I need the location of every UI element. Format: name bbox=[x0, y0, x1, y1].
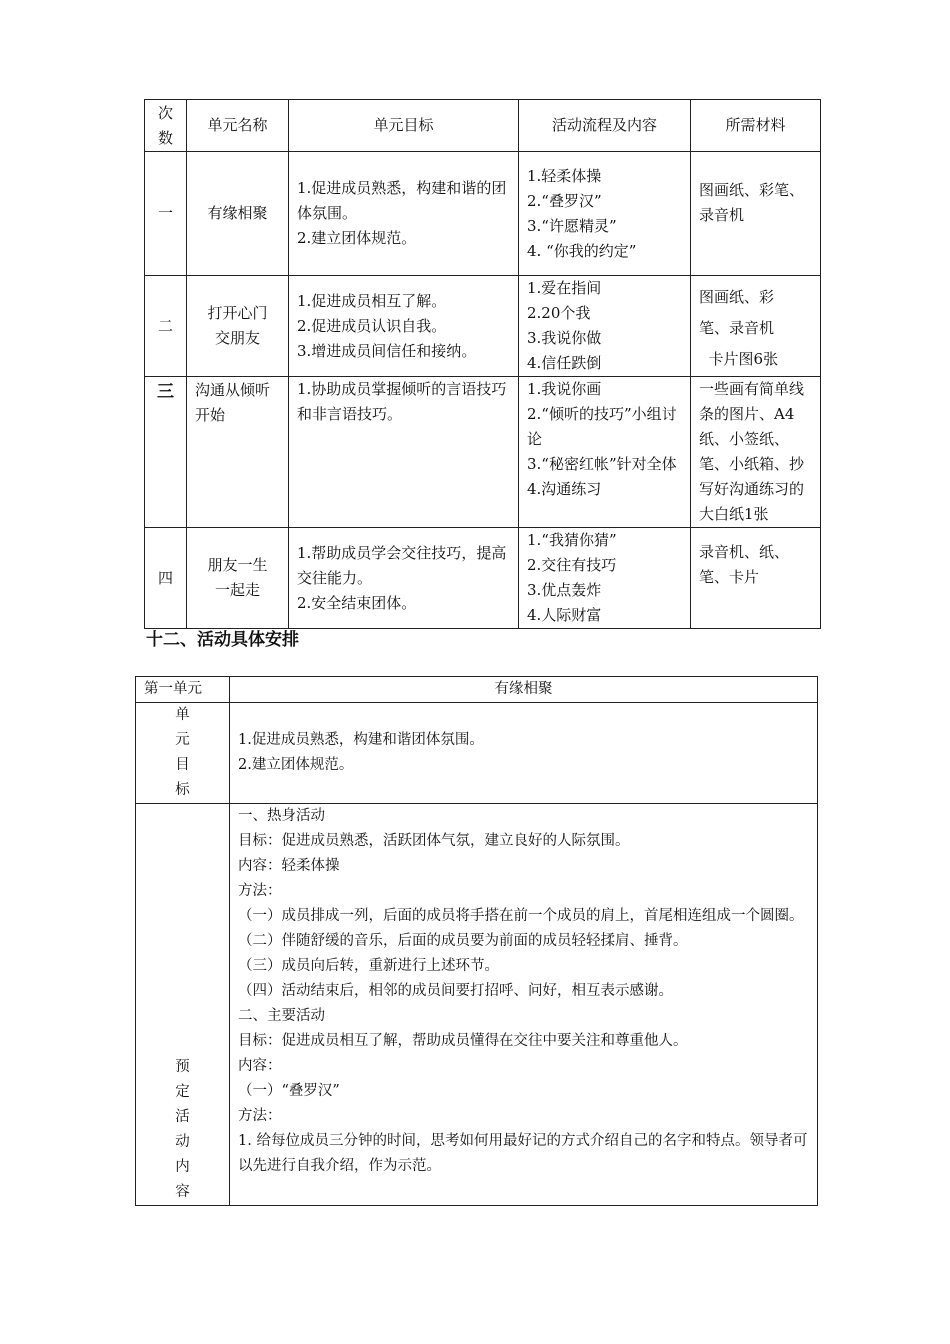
content-line: 内容： bbox=[238, 1058, 282, 1074]
unit-goals bbox=[289, 377, 519, 528]
materials-line: 图画纸、彩笔、录音机 bbox=[699, 181, 805, 224]
unit-name-line: 有缘相聚 bbox=[207, 204, 268, 222]
flow-line: 1.我说你画 bbox=[527, 380, 602, 398]
table-row bbox=[145, 528, 821, 629]
materials-line: 笔、录音机 bbox=[699, 319, 775, 337]
unit-name bbox=[187, 152, 289, 276]
unit-goals bbox=[289, 152, 519, 276]
goal-line: 1.协助成员掌握倾听的言语技巧和非言语技巧。 bbox=[297, 380, 507, 423]
content-line: （四）活动结束后，相邻的成员间要打招呼、问好，相互表示感谢。 bbox=[238, 983, 673, 999]
flow-line: 2.20个我 bbox=[527, 304, 591, 322]
unit-label: 第一单元 bbox=[136, 677, 230, 703]
content-line: （一）“叠罗汉” bbox=[238, 1083, 340, 1099]
materials bbox=[691, 276, 821, 377]
materials-line: 图画纸、彩 bbox=[699, 288, 775, 306]
materials bbox=[691, 152, 821, 276]
activity-content bbox=[230, 804, 818, 1206]
flow-line: 3.我说你做 bbox=[527, 329, 602, 347]
label-char: 定 bbox=[175, 1084, 190, 1100]
session-number: 四 bbox=[145, 528, 187, 629]
flow-line: 1.“我猜你猜” bbox=[527, 531, 617, 549]
unit-goals bbox=[230, 703, 818, 804]
header-materials: 所需材料 bbox=[691, 100, 821, 152]
header-activity-flow: 活动流程及内容 bbox=[519, 100, 691, 152]
unit-title-row bbox=[136, 677, 818, 703]
unit-name-line: 朋友一生 bbox=[207, 556, 268, 574]
session-number: 二 bbox=[145, 276, 187, 377]
flow-line: 3.“秘密红帐”针对全体 bbox=[527, 455, 677, 473]
unit-name bbox=[187, 276, 289, 377]
unit-name-line: 沟通从倾听开始 bbox=[195, 381, 271, 424]
table-row bbox=[145, 152, 821, 276]
content-line: 1. 给每位成员三分钟的时间，思考如何用最好记的方式介绍自己的名字和特点。领导者可以先进行自我介绍，作为示范。 bbox=[238, 1133, 808, 1174]
flow-line: 1.轻柔体操 bbox=[527, 166, 602, 185]
content-line: （三）成员向后转，重新进行上述环节。 bbox=[238, 958, 499, 974]
session-number: 三 bbox=[145, 377, 187, 528]
content-line: 方法： bbox=[238, 1108, 282, 1124]
flow-line: 2.交往有技巧 bbox=[527, 556, 617, 574]
materials bbox=[691, 377, 821, 528]
content-line: 方法： bbox=[238, 883, 282, 899]
label-char: 活 bbox=[175, 1109, 190, 1125]
materials bbox=[691, 528, 821, 629]
materials-line: 卡片图6张 bbox=[699, 350, 779, 368]
goal-line: 2.安全结束团体。 bbox=[297, 593, 417, 612]
unit-name-line: 交朋友 bbox=[214, 329, 260, 347]
flow-line: 3.优点轰炸 bbox=[527, 581, 602, 599]
activity-flow bbox=[519, 276, 691, 377]
label-char: 单 bbox=[175, 707, 190, 723]
goal-line: 1.促进成员熟悉，构建和谐团体氛围。 bbox=[238, 732, 484, 748]
goal-line: 1.促进成员相互了解。 bbox=[297, 291, 447, 310]
goal-label bbox=[136, 703, 230, 804]
content-line: （一）成员排成一列，后面的成员将手搭在前一个成员的肩上，首尾相连组成一个圆圈。 bbox=[238, 908, 804, 924]
flow-line: 2.“叠罗汉” bbox=[527, 191, 602, 210]
flow-line: 4.信任跌倒 bbox=[527, 354, 602, 372]
goal-line: 2.促进成员认识自我。 bbox=[297, 316, 447, 335]
flow-line: 1.爱在指间 bbox=[527, 279, 602, 297]
unit-goals bbox=[289, 276, 519, 377]
content-line: 一、热身活动 bbox=[238, 808, 325, 824]
flow-line: 4. “你我的约定” bbox=[527, 241, 637, 260]
flow-line: 2.“倾听的技巧”小组讨论 bbox=[527, 405, 677, 448]
unit-title: 有缘相聚 bbox=[230, 677, 818, 703]
label-char: 容 bbox=[175, 1184, 190, 1200]
header-unit-name: 单元名称 bbox=[187, 100, 289, 152]
unit-name bbox=[187, 377, 289, 528]
goal-line: 2.建立团体规范。 bbox=[297, 229, 417, 247]
activity-flow bbox=[519, 528, 691, 629]
unit-name bbox=[187, 528, 289, 629]
goal-line: 3.增进成员间信任和接纳。 bbox=[297, 341, 477, 360]
content-label bbox=[136, 804, 230, 1206]
content-line: （二）伴随舒缓的音乐，后面的成员要为前面的成员轻轻揉肩、捶背。 bbox=[238, 933, 688, 949]
plan-table-header-row bbox=[145, 100, 821, 152]
label-char: 预 bbox=[175, 1059, 190, 1075]
header-unit-goal: 单元目标 bbox=[289, 100, 519, 152]
content-line: 目标：促进成员熟悉，活跃团体气氛，建立良好的人际氛围。 bbox=[238, 833, 630, 849]
header-session-number: 次 数 bbox=[145, 100, 187, 152]
label-char: 元 bbox=[175, 732, 190, 748]
session-number: 一 bbox=[145, 152, 187, 276]
label-char: 目 bbox=[175, 757, 190, 773]
label-char: 内 bbox=[175, 1159, 190, 1175]
goal-line: 2.建立团体规范。 bbox=[238, 757, 354, 773]
flow-line: 3.“许愿精灵” bbox=[527, 216, 617, 235]
activity-flow bbox=[519, 377, 691, 528]
table-row bbox=[145, 276, 821, 377]
content-line: 二、主要活动 bbox=[238, 1008, 325, 1024]
materials-line: 录音机、纸、笔、卡片 bbox=[699, 543, 790, 586]
unit-goal-row bbox=[136, 703, 818, 804]
content-line: 目标：促进成员相互了解，帮助成员懂得在交往中要关注和尊重他人。 bbox=[238, 1033, 688, 1049]
unit-detail-table bbox=[135, 676, 818, 1206]
flow-line: 4.沟通练习 bbox=[527, 480, 602, 498]
label-char: 标 bbox=[175, 782, 190, 798]
goal-line: 1.帮助成员学会交往技巧，提高交往能力。 bbox=[297, 543, 507, 587]
activity-flow bbox=[519, 152, 691, 276]
unit-plan-table bbox=[144, 99, 821, 629]
section-heading: 十二、活动具体安排 bbox=[146, 630, 299, 650]
unit-goals bbox=[289, 528, 519, 629]
goal-line: 1.促进成员熟悉，构建和谐的团体氛围。 bbox=[297, 179, 507, 222]
materials-line: 一些画有简单线条的图片、A4纸、小签纸、笔、小纸箱、抄写好沟通练习的大白纸1张 bbox=[699, 380, 805, 523]
table-row bbox=[145, 377, 821, 528]
flow-line: 4.人际财富 bbox=[527, 606, 602, 624]
unit-name-line: 打开心门 bbox=[207, 304, 268, 322]
unit-name-line: 一起走 bbox=[214, 581, 260, 599]
activity-content-row bbox=[136, 804, 818, 1206]
content-line: 内容：轻柔体操 bbox=[238, 858, 340, 874]
label-char: 动 bbox=[175, 1134, 190, 1150]
